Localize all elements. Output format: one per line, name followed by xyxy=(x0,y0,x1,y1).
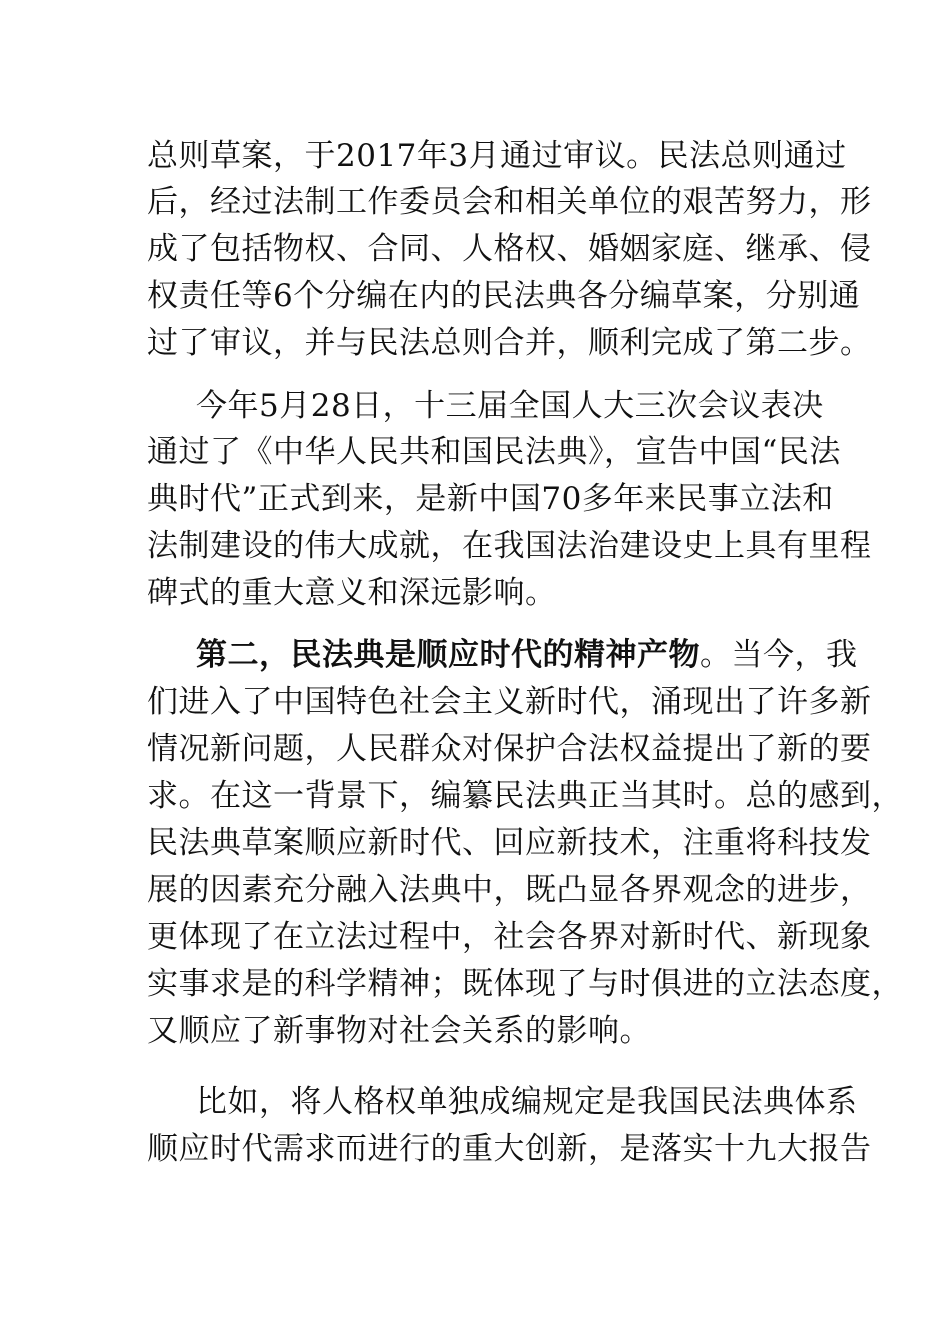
text-line: 更体现了在立法过程中，社会各界对新时代、新现象 xyxy=(147,919,872,955)
text-line: 们进入了中国特色社会主义新时代，涌现出了许多新 xyxy=(147,684,872,720)
text-line: 情况新问题，人民群众对保护合法权益提出了新的要 xyxy=(147,731,872,767)
text-line: 求。在这一背景下，编纂民法典正当其时。总的感到， xyxy=(147,778,903,814)
text-line: 通过了《中华人民共和国民法典》，宣告中国“民法 xyxy=(147,434,841,470)
text-line: 成了包括物权、合同、人格权、婚姻家庭、继承、侵 xyxy=(147,231,872,267)
text-line: 今年5月28日，十三届全国人大三次会议表决 xyxy=(196,388,824,424)
text-line: 总则草案，于2017年3月通过审议。民法总则通过 xyxy=(147,138,847,174)
text-line: 民法典草案顺应新时代、回应新技术，注重将科技发 xyxy=(147,825,872,861)
text-line: 法制建设的伟大成就，在我国法治建设史上具有里程 xyxy=(147,528,872,564)
text-line: 又顺应了新事物对社会关系的影响。 xyxy=(147,1013,651,1049)
text-line: 顺应时代需求而进行的重大创新，是落实十九大报告 xyxy=(147,1131,872,1167)
text-line: 比如，将人格权单独成编规定是我国民法典体系 xyxy=(196,1084,858,1120)
text-line: 实事求是的科学精神；既体现了与时俱进的立法态度， xyxy=(147,966,903,1002)
text-line: 权责任等6个分编在内的民法典各分编草案，分别通 xyxy=(147,278,861,314)
text-line: 展的因素充分融入法典中，既凸显各界观念的进步， xyxy=(147,872,872,908)
section-heading: 第二，民法典是顺应时代的精神产物 xyxy=(196,637,700,673)
text-run: 。当今，我 xyxy=(700,637,858,673)
text-line: 碑式的重大意义和深远影响。 xyxy=(147,575,557,611)
text-line: 典时代”正式到来，是新中国70多年来民事立法和 xyxy=(147,481,834,517)
text-line: 过了审议，并与民法总则合并，顺利完成了第二步。 xyxy=(147,325,872,361)
text-line xyxy=(196,635,896,675)
text-line: 后，经过法制工作委员会和相关单位的艰苦努力，形 xyxy=(147,184,872,220)
